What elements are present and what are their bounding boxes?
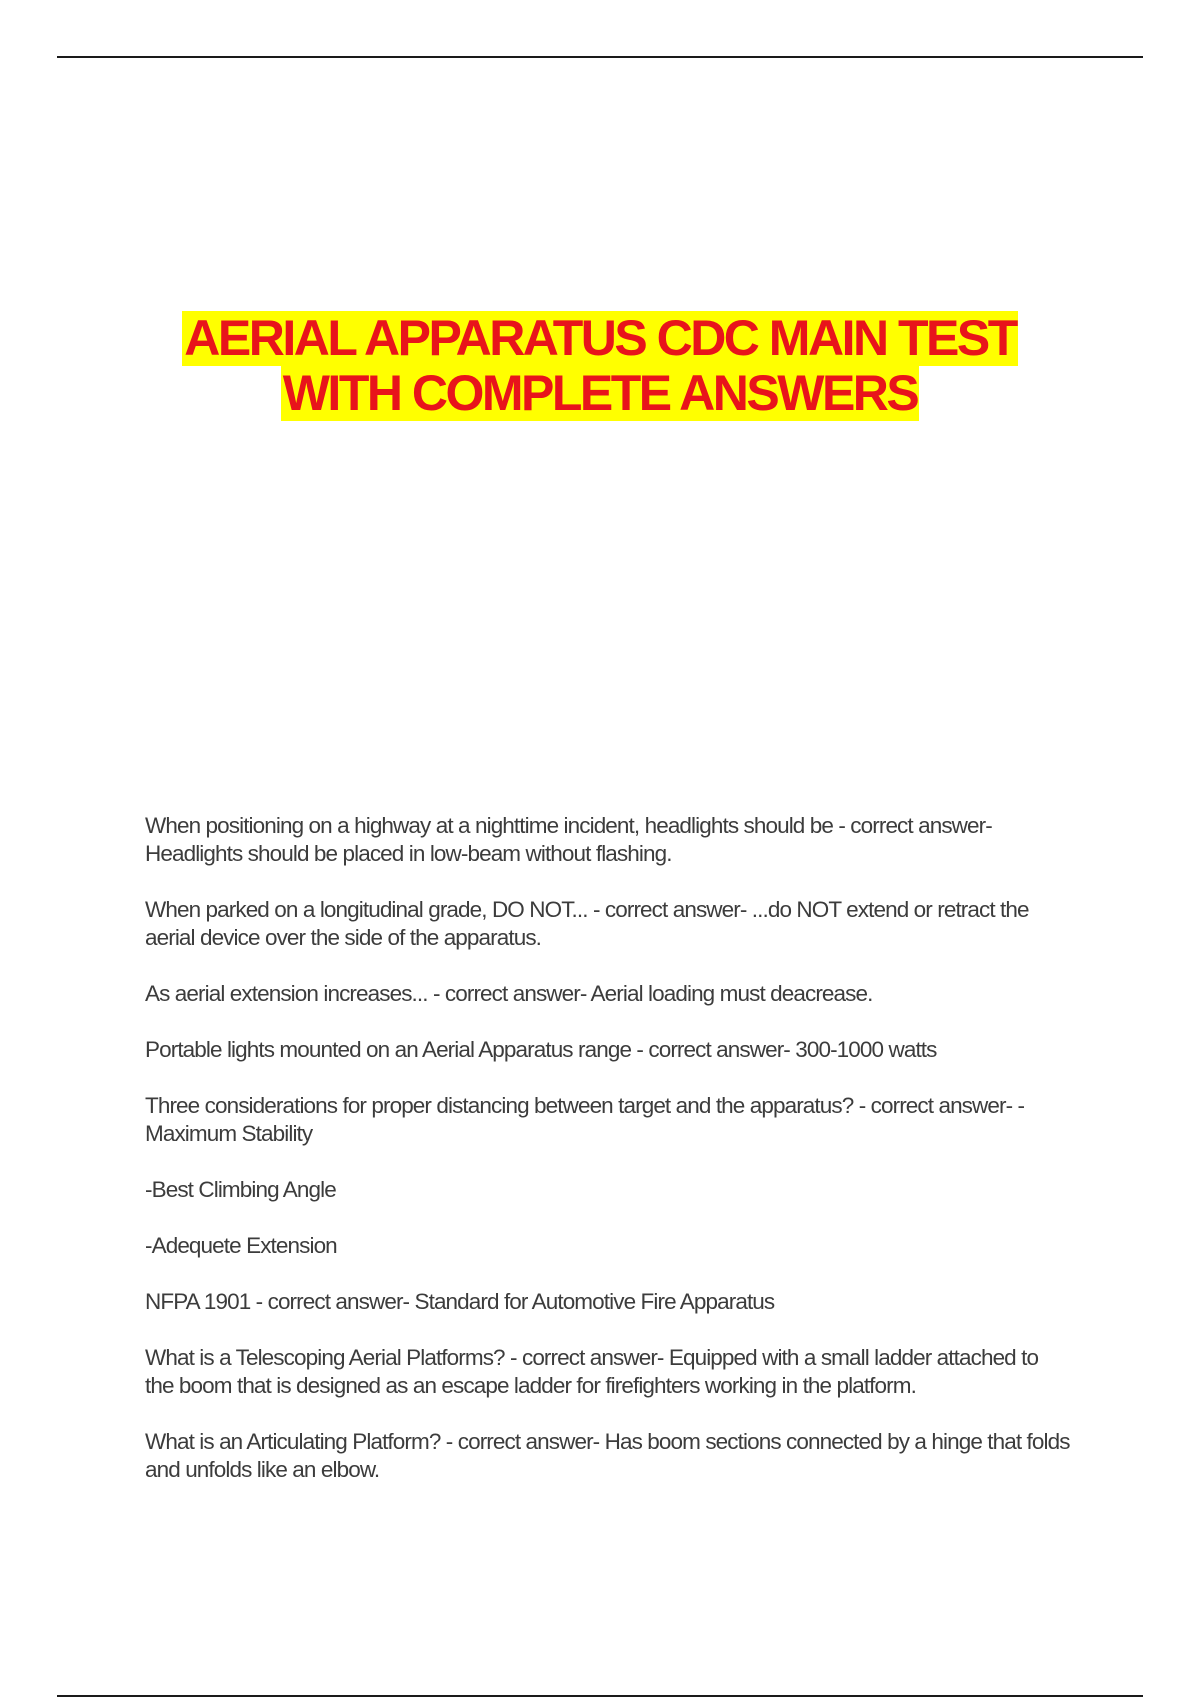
qa-item: When positioning on a highway at a nighttime incident, headlights should be - correct answer- Headlights should be placed in low-beam without flashing. — [145, 813, 992, 866]
qa-item: What is an Articulating Platform? - correct answer- Has boom sections connected by a hinge that folds and unfolds like an elbow. — [145, 1429, 1070, 1482]
footer-rule — [57, 1695, 1143, 1697]
qa-item: Portable lights mounted on an Aerial Apparatus range - correct answer- 300-1000 watts — [145, 1037, 937, 1062]
qa-item: What is a Telescoping Aerial Platforms? - correct answer- Equipped with a small ladder attached to the boom that is designed as an escape ladder for firefighters working in the platform. — [145, 1345, 1039, 1398]
header-rule — [57, 56, 1143, 58]
qa-item: As aerial extension increases... - correct answer- Aerial loading must deacrease. — [145, 981, 873, 1006]
qa-item: When parked on a longitudinal grade, DO NOT... - correct answer- ...do NOT extend or retract the aerial device over the side of the apparatus. — [145, 897, 1029, 950]
document-title — [0, 311, 1200, 421]
qa-item: NFPA 1901 - correct answer- Standard for Automotive Fire Apparatus — [145, 1289, 775, 1314]
qa-item: -Best Climbing Angle — [145, 1177, 336, 1202]
qa-list — [145, 812, 1070, 1484]
qa-item: Three considerations for proper distancing between target and the apparatus? - correct answer- -Maximum Stability — [145, 1093, 1025, 1146]
qa-item: -Adequete Extension — [145, 1233, 337, 1258]
title-line-1: AERIAL APPARATUS CDC MAIN TEST — [184, 310, 1016, 366]
title-line-2: WITH COMPLETE ANSWERS — [282, 365, 918, 421]
